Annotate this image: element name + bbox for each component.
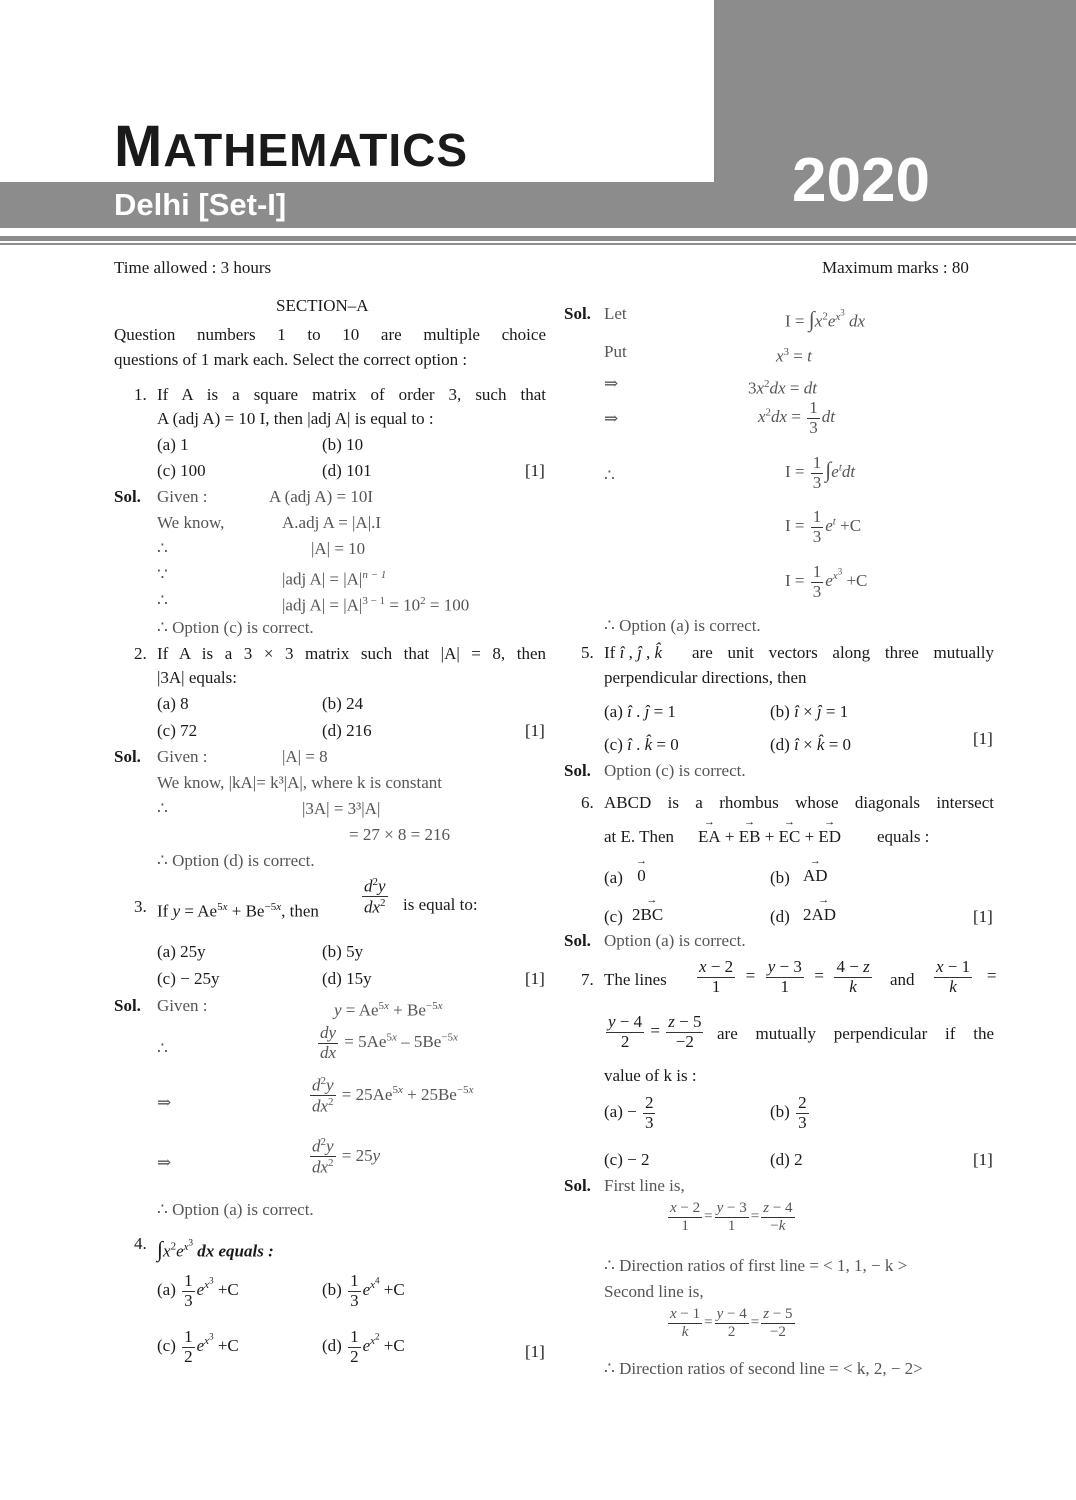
q6-option-b-label: (b) — [770, 868, 790, 887]
q1-step3: |adj $A| = |A|^{3 - 1} = 10^2 = 100$ — [282, 595, 470, 615]
q3-option-b: (b) 5y — [322, 942, 364, 961]
q3-conclusion: ∴ Option (a) is correct. — [157, 1200, 314, 1219]
therefore-symbol: ∴ — [157, 1039, 168, 1058]
q3-equal-to: is equal to: — [403, 895, 478, 914]
q3-step3: $\frac{d^2y}{dx^2}$ = 25y — [312, 1136, 381, 1177]
implies-symbol: ⇒ — [604, 409, 619, 428]
q3-given-eq: $y = Ae^{5x} + Be^{-5x}$ — [334, 1000, 443, 1020]
q5-option-b: (b) î × ĵ = 1 — [770, 702, 849, 721]
time-allowed: Time allowed : 3 hours — [114, 258, 272, 277]
q7-first: First line is, — [604, 1176, 685, 1195]
q3-step1: $\frac{dy}{dx}$ = $5Ae^{5x} - 5Be^{-5x}$ — [320, 1023, 458, 1062]
q4-option-a: (a) $\frac{1}{3}$ $e^{x^3} +C$ — [157, 1271, 239, 1310]
q7-line2-eq-start: $\frac{x - 1}{k}$ = — [936, 957, 997, 996]
q7-perp: are mutually perpendicular if the — [717, 1024, 994, 1043]
q6-option-d-label: (d) — [770, 907, 790, 926]
q3-sol-label: Sol. — [114, 996, 141, 1015]
q4-step4: I = $\frac{1}{3}$ $e^t +C$ — [785, 507, 862, 546]
q6-conclusion: Option (a) is correct. — [604, 931, 746, 950]
q4-option-b: (b) $\frac{1}{3}$ $e^{x^4} +C$ — [322, 1271, 405, 1310]
q1-conclusion: ∴ Option (c) is correct. — [157, 618, 314, 637]
q1-know-val: A.adj A = |A|.I — [282, 513, 382, 532]
q7-value: value of k is : — [604, 1066, 697, 1085]
q7-option-c: (c) − 2 — [604, 1150, 650, 1169]
q5-conclusion: Option (c) is correct. — [604, 761, 746, 780]
exam-year: 2020 — [792, 146, 930, 215]
therefore-symbol: ∴ — [157, 799, 168, 818]
q6-mark: [1] — [973, 907, 993, 926]
implies-symbol: ⇒ — [604, 374, 619, 393]
q4-conclusion: ∴ Option (a) is correct. — [604, 616, 761, 635]
q2-step2: = 27 × 8 = 216 — [349, 825, 451, 844]
q7-line1-eq: $\frac{x - 2}{1}$ = $\frac{y - 3}{1}$ = $\frac{4 - z}{k}$ — [699, 957, 870, 996]
implies-symbol: ⇒ — [157, 1153, 172, 1172]
q1-line2: A (adj A) = 10 I, then |adj A| is equal to : — [157, 409, 434, 428]
q6-option-a: → 0 — [636, 855, 647, 885]
q5-mark: [1] — [973, 729, 993, 748]
q2-line1: If A is a 3 × 3 matrix such that |A| = 8, then — [157, 644, 546, 663]
q2-conclusion: ∴ Option (d) is correct. — [157, 851, 315, 870]
page-title: MATHEMATICS — [114, 114, 469, 179]
q6-equals: equals : — [877, 827, 930, 846]
q2-given-val: |A| = 8 — [282, 747, 328, 766]
q7-and: and — [890, 970, 915, 989]
q7-option-a: (a) − $\frac{2}{3}$ — [604, 1093, 654, 1132]
q4-step3: I = $\frac{1}{3}$ $\int e^tdt$ — [785, 453, 856, 492]
q2-option-c: (c) 72 — [157, 721, 198, 740]
q1-sol-label: Sol. — [114, 487, 141, 506]
q6-option-c-label: (c) — [604, 907, 623, 926]
q1-given-val: A (adj A) = 10I — [269, 487, 374, 506]
q7-second: Second line is, — [604, 1282, 704, 1301]
header-rule-thin — [0, 243, 1076, 245]
q3-option-c: (c) − 25y — [157, 969, 220, 988]
q5-option-a: (a) î . ĵ = 1 — [604, 702, 676, 721]
q2-step1: |3A| = 3³|A| — [302, 799, 381, 818]
q5-option-d: (d) î × k̂ = 0 — [770, 735, 852, 754]
q5-sol-label: Sol. — [564, 761, 591, 780]
q7-number: 7. — [581, 970, 594, 989]
q6-option-a-label: (a) — [604, 868, 623, 887]
q5-line1: are unit vectors along three mutually — [692, 643, 994, 662]
q1-step1: |A| = 10 — [311, 539, 366, 558]
q2-number: 2. — [134, 644, 147, 663]
q6-option-d: 2 → AD — [803, 894, 837, 924]
therefore-symbol: ∴ — [604, 466, 615, 485]
q2-know: We know, |kA|= k³|A|, where k is constant — [157, 773, 443, 792]
q3-derivative: $\frac{d^2y}{dx^2}$ — [364, 876, 386, 917]
q6-line1: ABCD is a rhombus whose diagonals intersect — [604, 793, 994, 812]
q4-step5: I = $\frac{1}{3}$ $e^{x^3} +C$ — [785, 562, 868, 601]
q7-dr2: ∴ Direction ratios of second line = < k, 2, − 2> — [604, 1359, 923, 1378]
q7-option-d: (d) 2 — [770, 1150, 803, 1169]
section-intro-line1: Question numbers 1 to 10 are multiple choice — [114, 325, 546, 344]
q1-step2: |adj $A| = |A|^{n - 1}$ — [282, 569, 387, 589]
q1-option-a: (a) 1 — [157, 435, 189, 454]
header-gray-band — [0, 182, 714, 228]
q6-sol-label: Sol. — [564, 931, 591, 950]
page-subtitle: Delhi [Set-I] — [114, 187, 287, 222]
q5-number: 5. — [581, 643, 594, 662]
q4-step2: $x^2dx$ = $\frac{1}{3}$ dt — [758, 398, 835, 437]
section-title: SECTION–A — [276, 296, 369, 315]
q4-option-d: (d) $\frac{1}{2}$ $e^{x^2} +C$ — [322, 1327, 405, 1366]
q7-first-eq: $\frac{x - 2}{1}$ = $\frac{y - 3}{1}$ = $\frac{z - 4}{-k}$ — [670, 1200, 793, 1234]
q7-mark: [1] — [973, 1150, 993, 1169]
q2-sol-label: Sol. — [114, 747, 141, 766]
section-intro-line2: questions of 1 mark each. Select the correct option : — [114, 350, 468, 369]
q3-number: 3. — [134, 897, 147, 916]
q4-put: Put — [604, 342, 627, 361]
q4-question: $\int x^2e^{x^3}$ dx equals : — [157, 1236, 274, 1262]
q4-let-eq: $I = \int x^2e^{x^3}$ dx — [785, 306, 866, 332]
q7-lines: The lines — [604, 970, 667, 989]
q4-step1: $3x^2dx$ = dt — [748, 378, 817, 398]
q4-number: 4. — [134, 1234, 147, 1253]
q1-option-c: (c) 100 — [157, 461, 206, 480]
header-rule — [0, 236, 1076, 241]
q3-mark: [1] — [525, 969, 545, 988]
therefore-symbol: ∴ — [157, 539, 168, 558]
therefore-symbol: ∴ — [157, 591, 168, 610]
q4-put-eq: $x^3 = t$ — [776, 346, 812, 366]
q7-line2-eq-end: $\frac{y - 4}{2}$ = $\frac{z - 5}{-2}$ — [608, 1012, 702, 1051]
q3-step2: $\frac{d^2y}{dx^2}$ = $25Ae^{5x} + 25Be^{-5x}$ — [312, 1075, 474, 1116]
q1-mark: [1] — [525, 461, 545, 480]
q1-given: Given : — [157, 487, 208, 506]
maximum-marks: Maximum marks : 80 — [822, 258, 969, 277]
q1-know: We know, — [157, 513, 225, 532]
q4-option-c: (c) $\frac{1}{2}$ $e^{x^3} +C$ — [157, 1327, 239, 1366]
q4-mark: [1] — [525, 1342, 545, 1361]
q5-line2: perpendicular directions, then — [604, 668, 807, 687]
q6-at-e: at E. Then — [604, 827, 675, 846]
q5-option-c: (c) î . k̂ = 0 — [604, 735, 679, 754]
q6-option-c: 2 → BC — [632, 894, 664, 924]
q1-option-b: (b) 10 — [322, 435, 364, 454]
q1-option-d: (d) 101 — [322, 461, 372, 480]
q3-option-d: (d) 15y — [322, 969, 372, 988]
q7-option-b: (b) $\frac{2}{3}$ — [770, 1093, 807, 1132]
implies-symbol: ⇒ — [157, 1093, 172, 1112]
q7-sol-label: Sol. — [564, 1176, 591, 1195]
q2-mark: [1] — [525, 721, 545, 740]
q4-let: Let — [604, 304, 627, 323]
q2-option-d: (d) 216 — [322, 721, 372, 740]
q4-sol-label: Sol. — [564, 304, 591, 323]
q7-second-eq: $\frac{x - 1}{k}$ = $\frac{y - 4}{2}$ = $\frac{z - 5}{-2}$ — [670, 1306, 793, 1340]
q2-line2: |3A| equals: — [157, 668, 237, 687]
q6-number: 6. — [581, 793, 594, 812]
q7-dr1: ∴ Direction ratios of first line = < 1, 1, − k > — [604, 1256, 908, 1275]
q1-line1: If A is a square matrix of order 3, such that — [157, 385, 546, 404]
q6-vector-sum: → EA + → EB + → EC + → ED — [698, 816, 842, 846]
q3-option-a: (a) 25y — [157, 942, 206, 961]
q3-given: Given : — [157, 996, 208, 1015]
q1-number: 1. — [134, 385, 147, 404]
q2-option-b: (b) 24 — [322, 694, 364, 713]
q3-question: If $y = Ae^{5x} + Be^{-5x}$, then — [157, 901, 319, 921]
q2-given: Given : — [157, 747, 208, 766]
q2-option-a: (a) 8 — [157, 694, 189, 713]
because-symbol: ∵ — [157, 565, 168, 584]
q5-vectors: If î , ĵ , k̂ — [604, 643, 663, 662]
q6-option-b: → AD — [803, 855, 828, 885]
